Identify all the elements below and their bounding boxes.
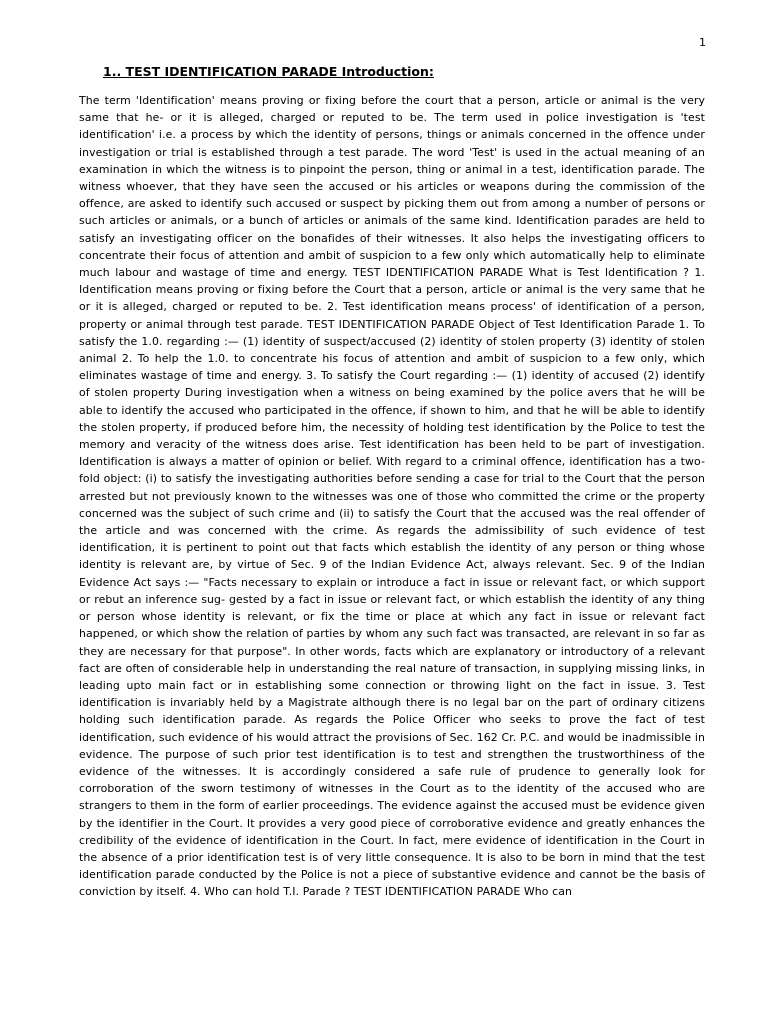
body-paragraph: The term 'Identification' means proving or fixing before the court that a person, article or animal is the very same that he- or it is alleged, charged or reputed to be. The term used in police investigation is 'test identification' i.e. a process by which the identity of persons, things or animals concerned in the offence under investigation or trial is established through a test parade. The word 'Test' is used in the actual meaning of an examination in which the witness is to pinpoint the person, thing or animal in a test, identification parade. The witness whoever, that they have seen the accused or his articles or weapons during the commission of the offence, are asked to identify such accused or suspect by picking them out from among a number of persons or such articles or animals, or a bunch of articles or animals of the same kind. Identification parades are held to satisfy an investigating officer on the bonafides of their witnesses. It also helps the investigating officers to concentrate their focus of attention and ambit of suspicion to a few only which automatically help to eliminate much labour and wastage of time and energy. TEST IDENTIFICATION PARADE What is Test Identification ? 1. Identification means proving or fixing before the Court that a person, article or animal is the very same that he or it is alleged, charged or reputed to be. 2. Test identification means process' of identification of a person, property or animal through test parade. TEST IDENTIFICATION PARADE Object of Test Identification Parade 1. To satisfy the 1.0. regarding :— (1) identity of suspect/accused (2) identity of stolen property (3) identity of stolen animal 2. To help the 1.0. to concentrate his focus of attention and ambit of suspicion to a few only, which eliminates wastage of time and energy. 3. To satisfy the Court regarding :— (1) identity of accused (2) identify of stolen property During investigation when a witness on being examined by the police avers that he will be able to identify the accused who participated in the offence, if shown to him, and that he will be able to identify the stolen property, if produced before him, the necessity of holding test identification by the Police to test the memory and veracity of the witness does arise. Test identification has been held to be part of investigation. Identification is always a matter of opinion or belief. With regard to a criminal offence, identification has a two-fold object: (i) to satisfy the investigating authorities before sending a case for trial to the Court that the person arrested but not previously known to the witnesses was one of those who committed the crime or the property concerned was the subject of such crime and (ii) to satisfy the Court that the accused was the real offender of the article and was concerned with the crime. As regards the admissibility of such evidence of test identification, it is pertinent to point out that facts which establish the identity of any person or thing whose identity is relevant are, by virtue of Sec. 9 of the Indian Evidence Act, always relevant. Sec. 9 of the Indian Evidence Act says :— "Facts necessary to explain or introduce a fact in issue or relevant fact, or which support or rebut an inference sug- gested by a fact in issue or relevant fact, or which establish the identity of any thing or person whose identity is relevant, or fix the time or place at which any fact in issue or relevant fact happened, or which show the relation of parties by whom any such fact was transacted, are relevant in so far as they are necessary for that purpose". In other words, facts which are explanatory or introductory of a relevant fact are often of considerable help in understanding the real nature of transaction, in supplying missing links, in leading upto main fact or in establishing some connection or throwing light on the fact in issue. 3. Test identification is invariably held by a Magistrate although there is no legal bar on the part of ordinary citizens holding such identification parade. As regards the Police Officer who seeks to prove the fact of test identification, such evidence of his would attract the provisions of Sec. 162 Cr. P.C. and would be inadmissible in evidence. The purpose of such prior test identification is to test and strengthen the trustworthiness of the evidence of the witnesses. It is accordingly considered a safe rule of prudence to generally look for corroboration of the sworn testimony of witnesses in the Court as to the identity of the accused who are strangers to them in the form of earlier proceedings. The evidence against the accused must be evidence given by the identifier in the Court. It provides a very good piece of corroborative evidence and greatly enhances the credibility of the evidence of identification in the Court. In fact, mere evidence of identification in the Court in the absence of a prior identification test is of very little consequence. It is also to be born in mind that the test identification parade conducted by the Police is not a piece of substantive evidence and cannot be the basis of conviction by itself. 4. Who can hold T.I. Parade ? TEST IDENTIFICATION PARADE Who can [79, 94, 705, 899]
section-heading: 1.. TEST IDENTIFICATION PARADE Introduction: [103, 64, 434, 79]
page-number: 1 [699, 36, 706, 49]
